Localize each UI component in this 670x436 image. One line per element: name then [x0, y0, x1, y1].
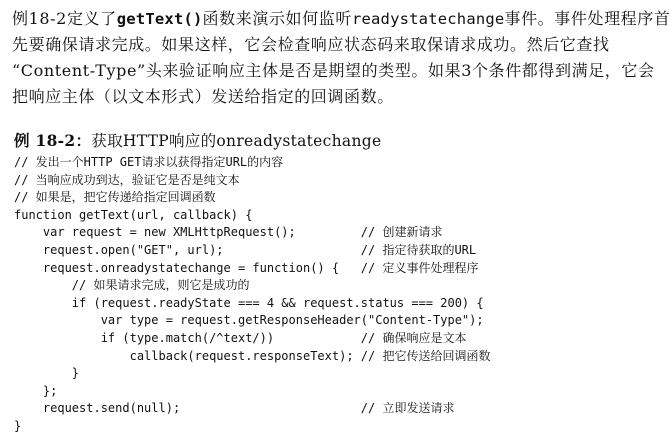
code-line: if (request.readyState === 4 && request.status === 200) { [14, 295, 484, 310]
code-line: // 发出一个HTTP GET请求以获得指定URL的内容 [14, 155, 284, 169]
paragraph-text: 把响应主体（以文本形式）发送给指定的回调函数。 [12, 87, 394, 106]
intro-paragraph [12, 6, 670, 110]
event-name-readystatechange: readystatechange [351, 10, 505, 28]
code-line: // 如果是，把它传递给指定回调函数 [14, 190, 216, 205]
paragraph-text: 例18-2定义了 [12, 9, 117, 28]
code-line: var request = new XMLHttpRequest(); // 创建新请求 [14, 225, 443, 240]
paragraph-line [12, 6, 670, 32]
paragraph-line [12, 58, 655, 84]
code-line: request.onreadystatechange = function() { // 定义事件处理程序 [14, 260, 479, 275]
code-line: if (type.match(/^text/)) // 确保响应是文本 [14, 330, 467, 345]
code-line: callback(request.responseText); // 把它传送给回调函数 [14, 348, 491, 363]
code-line: // 如果请求完成，则它是成功的 [14, 278, 250, 293]
code-line: function getText(url, callback) { [14, 207, 253, 222]
code-line: request.open("GET", url); // 指定待获取的URL [14, 242, 477, 257]
code-listing [14, 154, 490, 436]
code-line: }; [14, 383, 58, 398]
example-caption [14, 129, 381, 151]
code-line: // 当响应成功到达，验证它是否是纯文本 [14, 172, 240, 187]
code-line: } [14, 366, 80, 381]
code-line: request.send(null); // 立即发送请求 [14, 401, 455, 416]
example-label: 例 18-2： [14, 131, 92, 150]
paragraph-line [12, 32, 648, 58]
paragraph-text: 先要确保请求完成。如果这样，它会检查响应状态码来取保请求成功。然后它查找 [12, 35, 610, 54]
code-line: } [14, 418, 22, 433]
paragraph-text: 函数来演示如何监听 [202, 9, 352, 28]
example-title: 获取HTTP响应的onreadystatechange [91, 132, 382, 150]
function-name-gettext: getText() [116, 10, 203, 28]
paragraph-text: “Content-Type”头来验证响应主体是否是期望的类型。如果3个条件都得到满足，它会 [12, 61, 655, 80]
paragraph-text: 事件。事件处理程序首 [504, 9, 670, 28]
paragraph-line [12, 84, 648, 110]
code-line: var type = request.getResponseHeader("Content-Type"); [14, 313, 484, 328]
